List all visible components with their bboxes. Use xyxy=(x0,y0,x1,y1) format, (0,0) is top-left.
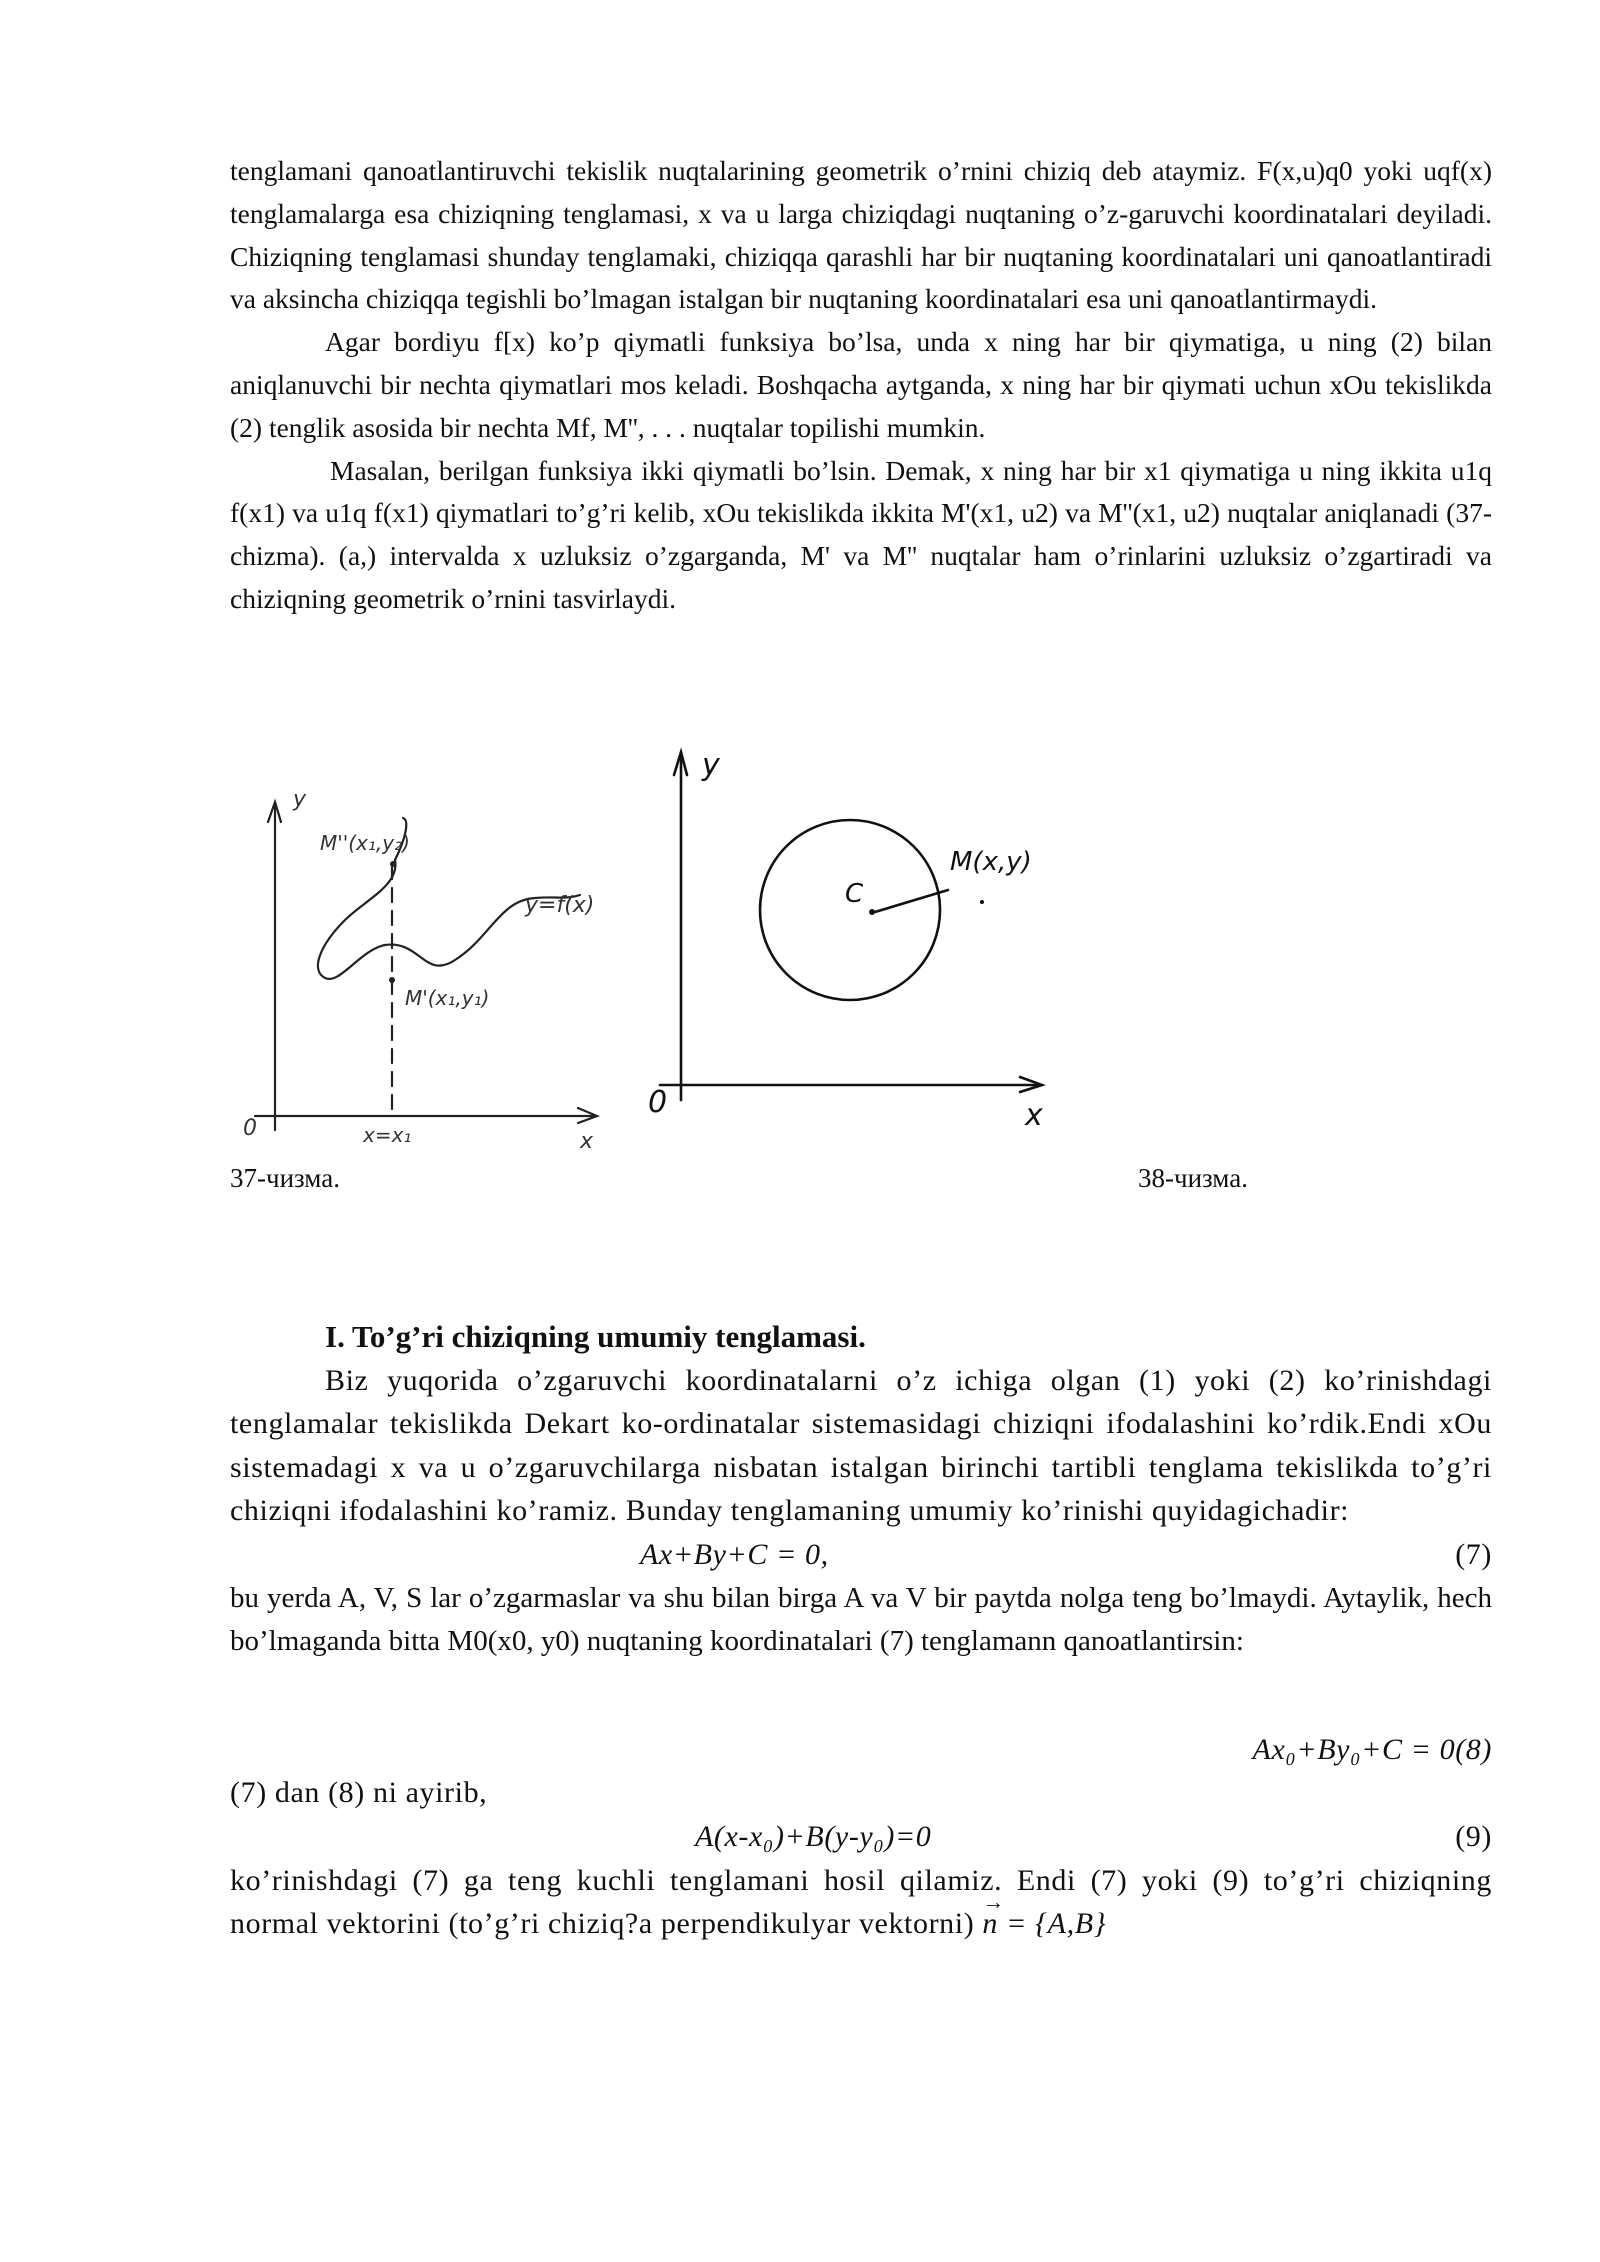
fig37-point-lower-label: M'(x₁,y₁) xyxy=(405,986,490,1010)
fig38-origin: 0 xyxy=(648,1085,668,1120)
figure-38-caption: 38-чизма. xyxy=(1138,1163,1248,1193)
paragraph-1: tenglamani qanoatlantiruvchi tekislik nuqtalarining geometrik o’rnini chiziq deb ataymiz. F(x,u)q0 yoki uqf(x) tenglamalarga esa chiziqning tenglamasi, x va u larga chiziqdagi nuqtaning o’z-garuvchi koordinatalari deyiladi. Chiziqning tenglamasi shunday tenglamaki, chiziqqa qarashli har bir nuqtaning koordinatalari uni qanoatlantiradi va aksincha chiziqqa tegishli bo’lmagan istalgan bir nuqtaning koordinatalari esa uni qanoatlantirmaydi. xyxy=(230,155,1492,315)
radius xyxy=(875,890,948,912)
equation-9-body: A(x-x₀)+B(y-y₀)=0 xyxy=(695,1819,932,1853)
curve-y-fx xyxy=(318,860,580,979)
equation-7 xyxy=(230,1533,1492,1577)
equation-8 xyxy=(230,1728,1492,1772)
point-upper xyxy=(390,861,396,867)
section-paragraph-2: bu yerda A, V, S lar o’zgarmaslar va shu bilan birga A va V bir paytda nolga teng bo’lmaydi. Aytaylik, hech bo’lmaganda bitta M0(x0, y0) nuqtaning koordinatalari (7) tenglamann qanoatlantirsin: xyxy=(230,1581,1492,1658)
fig37-axis-y: y xyxy=(293,787,307,812)
fig37-origin: 0 xyxy=(243,1116,257,1141)
equation-9-number: (9) xyxy=(1455,1819,1492,1853)
fig37-x-mark: x=x₁ xyxy=(363,1123,412,1147)
vector-n: n xyxy=(982,1907,999,1941)
circle xyxy=(760,820,940,1000)
fig38-point-label: M(x,y) xyxy=(950,847,1032,877)
paragraph-2: Agar bordiyu f[x) ko’p qiymatli funksiya bo’lsa, unda x ning har bir qiymatiga, u ning (2) bilan aniqlanuvchi bir nechta qiymatlari mos keladi. Boshqacha aytganda, x ning har bir qiymati uchun xOu tekislikda (2) tenglik asosida bir nechta Mf, M'', . . . nuqtalar topilishi mumkin. xyxy=(230,326,1492,443)
figure-37 xyxy=(235,780,615,1150)
intro-text xyxy=(230,150,1492,621)
fig37-point-upper-label: M''(x₁,y₂) xyxy=(320,831,410,855)
figure-37-caption: 37-чизма. xyxy=(230,1163,340,1193)
fig37-axis-x: x xyxy=(580,1129,594,1150)
section-paragraph-4 xyxy=(230,1859,1492,1946)
section-heading: I. To’g’ri chiziqning umumiy tenglamasi. xyxy=(325,1319,866,1354)
vector-expression: = {A,B} xyxy=(1006,1907,1107,1941)
fig37-curve-label: y=f(x) xyxy=(525,893,595,918)
fig38-center-label: C xyxy=(845,879,864,909)
section-paragraph-3: (7) dan (8) ni ayirib, xyxy=(230,1776,488,1810)
spacer xyxy=(230,1664,1492,1728)
section-paragraph-1: Biz yuqorida o’zgaruvchi koordinatalarni o’z ichiga olgan (1) yoki (2) ko’rinishdagi tenglamalar tekislikda Dekart ko-ordinatalar sistemasidagi chiziqni ifodalashini ko’rdik.Endi xOu sistemadagi x va u o’zgaruvchilarga nisbatan istalgan birinchi tartibli tenglama tekislikda to’g’ri chiziqni ifodalashini ko’ramiz. Bunday tenglamaning umumiy ko’rinishi quyidagichadir: xyxy=(230,1363,1492,1528)
section-general-line-equation xyxy=(230,1315,1492,1946)
equation-8-body: Ax₀+By₀+C = 0(8) xyxy=(1252,1732,1492,1766)
equation-7-body: Ax+By+C = 0, xyxy=(640,1537,829,1571)
fig38-axis-x: x xyxy=(1025,1098,1043,1133)
equation-9 xyxy=(230,1815,1492,1859)
normal-vector xyxy=(982,1889,1006,1946)
point-lower xyxy=(389,977,395,983)
point-m xyxy=(980,900,984,904)
figure-38 xyxy=(640,740,1090,1140)
section-paragraph-4-text: ko’rinishdagi (7) ga teng kuchli tenglamani hosil qilamiz. Endi (7) yoki (9) to’g’ri chiziqning normal vektorini (to’g’ri chiziq?a perpendikulyar vektorni) xyxy=(230,1863,1492,1941)
center-point xyxy=(869,909,875,915)
fig38-axis-y: y xyxy=(702,748,720,783)
paragraph-3: Masalan, berilgan funksiya ikki qiymatli bo’lsin. Demak, x ning har bir x1 qiymatiga u ning ikkita u1q f(x1) va u1q f(x1) qiymatlari to’g’ri kelib, xOu tekislikda ikkita M'(x1, u2) va M''(x1, u2) nuqtalar aniqlanadi (37- chizma). (a,) intervalda x uzluksiz o’zgarganda, M' va M'' nuqtalar ham o’rinlarini uzluksiz o’zgartiradi va chiziqning geometrik o’rnini tasvirlaydi. xyxy=(230,454,1492,614)
equation-7-number: (7) xyxy=(1455,1537,1492,1571)
vector-arrow-icon: → xyxy=(982,1889,1006,1915)
